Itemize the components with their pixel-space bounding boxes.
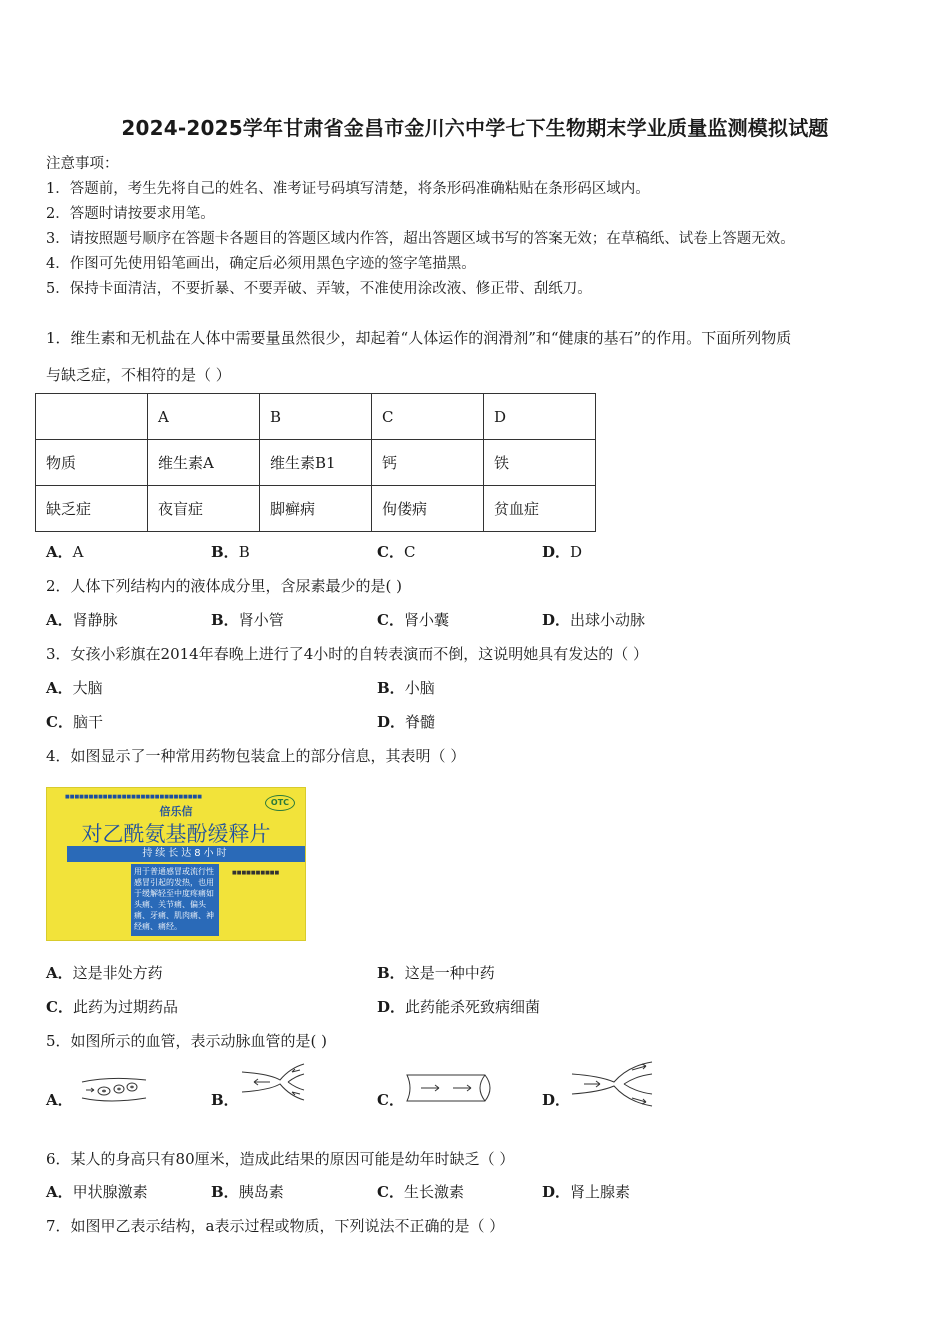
option-letter: C． bbox=[377, 1183, 404, 1201]
question-7-stem: 7．如图甲乙表示结构，a表示过程或物质，下列说法不正确的是（ ） bbox=[46, 1217, 505, 1235]
option-letter: C． bbox=[377, 1091, 404, 1109]
notes-item: 1．答题前，考生先将自己的姓名、准考证号码填写清楚，将条形码准确粘贴在条形码区域内。 bbox=[46, 181, 650, 197]
box-fine-print: ■■■■■■■■■■■■■■■■■■■■■■■■■■■■■ bbox=[65, 794, 202, 800]
option-letter: B． bbox=[377, 964, 405, 982]
table-row bbox=[36, 440, 596, 486]
option-letter: D． bbox=[542, 611, 571, 629]
option-text: 脊髓 bbox=[405, 713, 436, 731]
option-text: 肾静脉 bbox=[72, 611, 118, 629]
box-spec-print: ■■■■■■■■■■ bbox=[232, 870, 280, 876]
option-b[interactable] bbox=[211, 609, 284, 630]
table-cell: 脚癣病 bbox=[260, 486, 372, 532]
option-letter: D． bbox=[542, 1091, 571, 1109]
option-letter: A． bbox=[46, 1091, 73, 1109]
option-d[interactable] bbox=[542, 1089, 570, 1110]
option-text: 肾上腺素 bbox=[570, 1183, 631, 1201]
question-2-stem: 2．人体下列结构内的液体成分里，含尿素最少的是( ) bbox=[46, 577, 403, 595]
table-cell: 夜盲症 bbox=[148, 486, 260, 532]
option-text: 肾小囊 bbox=[403, 611, 449, 629]
option-text: C bbox=[403, 543, 416, 561]
question-4-stem: 4．如图显示了一种常用药物包装盒上的部分信息，其表明（ ） bbox=[46, 747, 466, 765]
table-cell: 维生素A bbox=[148, 440, 260, 486]
option-letter: A． bbox=[46, 1183, 73, 1201]
option-b[interactable] bbox=[211, 1089, 239, 1110]
table-row bbox=[36, 394, 596, 440]
option-text: 胰岛素 bbox=[238, 1183, 284, 1201]
option-c[interactable] bbox=[46, 996, 178, 1017]
option-d[interactable] bbox=[542, 1181, 630, 1202]
option-letter: B． bbox=[211, 1091, 239, 1109]
option-a[interactable] bbox=[46, 1089, 73, 1110]
option-b[interactable] bbox=[377, 677, 435, 698]
option-letter: B． bbox=[211, 543, 239, 561]
option-a[interactable] bbox=[46, 1181, 148, 1202]
option-letter: D． bbox=[377, 998, 406, 1016]
option-a[interactable] bbox=[46, 541, 83, 562]
option-d[interactable] bbox=[542, 541, 582, 562]
medicine-brand: 倍乐信 bbox=[159, 805, 193, 818]
option-letter: C． bbox=[46, 713, 73, 731]
option-text: 大脑 bbox=[72, 679, 103, 697]
option-d[interactable] bbox=[377, 711, 435, 732]
medicine-name: 对乙酰氨基酚缓释片 bbox=[81, 822, 271, 846]
option-letter: B． bbox=[211, 1183, 239, 1201]
option-text: D bbox=[570, 543, 583, 561]
option-text: 这是一种中药 bbox=[404, 964, 495, 982]
option-d[interactable] bbox=[542, 609, 645, 630]
option-letter: B． bbox=[377, 679, 405, 697]
option-letter: C． bbox=[377, 611, 404, 629]
notes-item: 4．作图可先使用铅笔画出，确定后必须用黑色字迹的签字笔描黑。 bbox=[46, 256, 476, 272]
option-c[interactable] bbox=[377, 1181, 464, 1202]
option-letter: A． bbox=[46, 964, 73, 982]
question-5-stem: 5．如图所示的血管，表示动脉血管的是( ) bbox=[46, 1032, 328, 1050]
question-1-stem: 1．维生素和无机盐在人体中需要量虽然很少，却起着“人体运作的润滑剂”和“健康的基石”的作用。下面所列物质 bbox=[46, 329, 792, 347]
question-3-stem: 3．女孩小彩旗在2014年春晚上进行了4小时的自转表演而不倒，这说明她具有发达的（ ） bbox=[46, 645, 649, 663]
table-cell: C bbox=[372, 394, 484, 440]
option-text: 小脑 bbox=[404, 679, 435, 697]
table-cell: D bbox=[484, 394, 596, 440]
table-cell bbox=[36, 394, 148, 440]
option-letter: C． bbox=[46, 998, 73, 1016]
option-a[interactable] bbox=[46, 677, 103, 698]
option-letter: D． bbox=[542, 1183, 571, 1201]
table-row bbox=[36, 486, 596, 532]
notes-heading: 注意事项： bbox=[46, 156, 119, 172]
option-text: 生长激素 bbox=[403, 1183, 464, 1201]
table-cell: 物质 bbox=[36, 440, 148, 486]
medicine-slogan: 持续长达8小时 bbox=[67, 846, 305, 862]
table-cell: 缺乏症 bbox=[36, 486, 148, 532]
option-letter: D． bbox=[377, 713, 406, 731]
option-text: 这是非处方药 bbox=[72, 964, 163, 982]
option-text: 肾小管 bbox=[238, 611, 284, 629]
option-c[interactable] bbox=[377, 609, 449, 630]
medicine-box-image bbox=[46, 787, 306, 941]
page-title: 2024-2025学年甘肃省金昌市金川六中学七下生物期末学业质量监测模拟试题 bbox=[121, 116, 829, 140]
option-c[interactable] bbox=[46, 711, 103, 732]
capillary-vessel-icon bbox=[80, 1072, 150, 1106]
option-text: A bbox=[72, 543, 84, 561]
option-text: 此药为过期药品 bbox=[72, 998, 178, 1016]
table-cell: A bbox=[148, 394, 260, 440]
option-b[interactable] bbox=[377, 962, 495, 983]
option-b[interactable] bbox=[211, 541, 250, 562]
option-text: 出球小动脉 bbox=[570, 611, 646, 629]
table-cell: 维生素B1 bbox=[260, 440, 372, 486]
question-1-table bbox=[35, 393, 596, 532]
option-letter: B． bbox=[211, 611, 239, 629]
table-cell: 钙 bbox=[372, 440, 484, 486]
option-letter: A． bbox=[46, 679, 73, 697]
converging-vessel-icon bbox=[240, 1062, 306, 1102]
otc-badge: OTC bbox=[265, 795, 295, 811]
table-cell: 铁 bbox=[484, 440, 596, 486]
question-1-stem-continued: 与缺乏症，不相符的是（ ） bbox=[46, 366, 231, 384]
option-letter: D． bbox=[542, 543, 571, 561]
table-cell: 佝偻病 bbox=[372, 486, 484, 532]
question-6-stem: 6．某人的身高只有80厘米，造成此结果的原因可能是幼年时缺乏（ ） bbox=[46, 1150, 515, 1168]
notes-item: 3．请按照题号顺序在答题卡各题目的答题区域内作答，超出答题区域书写的答案无效；在草稿纸、试卷上答题无效。 bbox=[46, 231, 795, 247]
option-text: 此药能杀死致病细菌 bbox=[405, 998, 541, 1016]
option-letter: A． bbox=[46, 611, 73, 629]
table-cell: 贫血症 bbox=[484, 486, 596, 532]
option-letter: C． bbox=[377, 543, 404, 561]
option-letter: A． bbox=[46, 543, 73, 561]
notes-item: 5．保持卡面清洁，不要折暴、不要弄破、弄皱，不准使用涂改液、修正带、刮纸刀。 bbox=[46, 281, 592, 297]
notes-item: 2．答题时请按要求用笔。 bbox=[46, 206, 215, 222]
option-text: B bbox=[238, 543, 250, 561]
option-c[interactable] bbox=[377, 1089, 404, 1110]
option-b[interactable] bbox=[211, 1181, 284, 1202]
branching-vessel-icon bbox=[570, 1060, 654, 1108]
option-c[interactable] bbox=[377, 541, 415, 562]
straight-vessel-icon bbox=[405, 1072, 497, 1104]
option-text: 甲状腺激素 bbox=[72, 1183, 148, 1201]
table-cell: B bbox=[260, 394, 372, 440]
option-d[interactable] bbox=[377, 996, 540, 1017]
option-text: 脑干 bbox=[72, 713, 103, 731]
option-a[interactable] bbox=[46, 609, 118, 630]
medicine-indications: 用于普通感冒或流行性感冒引起的发热，也用于缓解轻至中度疼痛如头痛、关节痛、偏头痛、牙痛、肌肉痛、神经痛、痛经。 bbox=[131, 864, 219, 936]
option-a[interactable] bbox=[46, 962, 163, 983]
